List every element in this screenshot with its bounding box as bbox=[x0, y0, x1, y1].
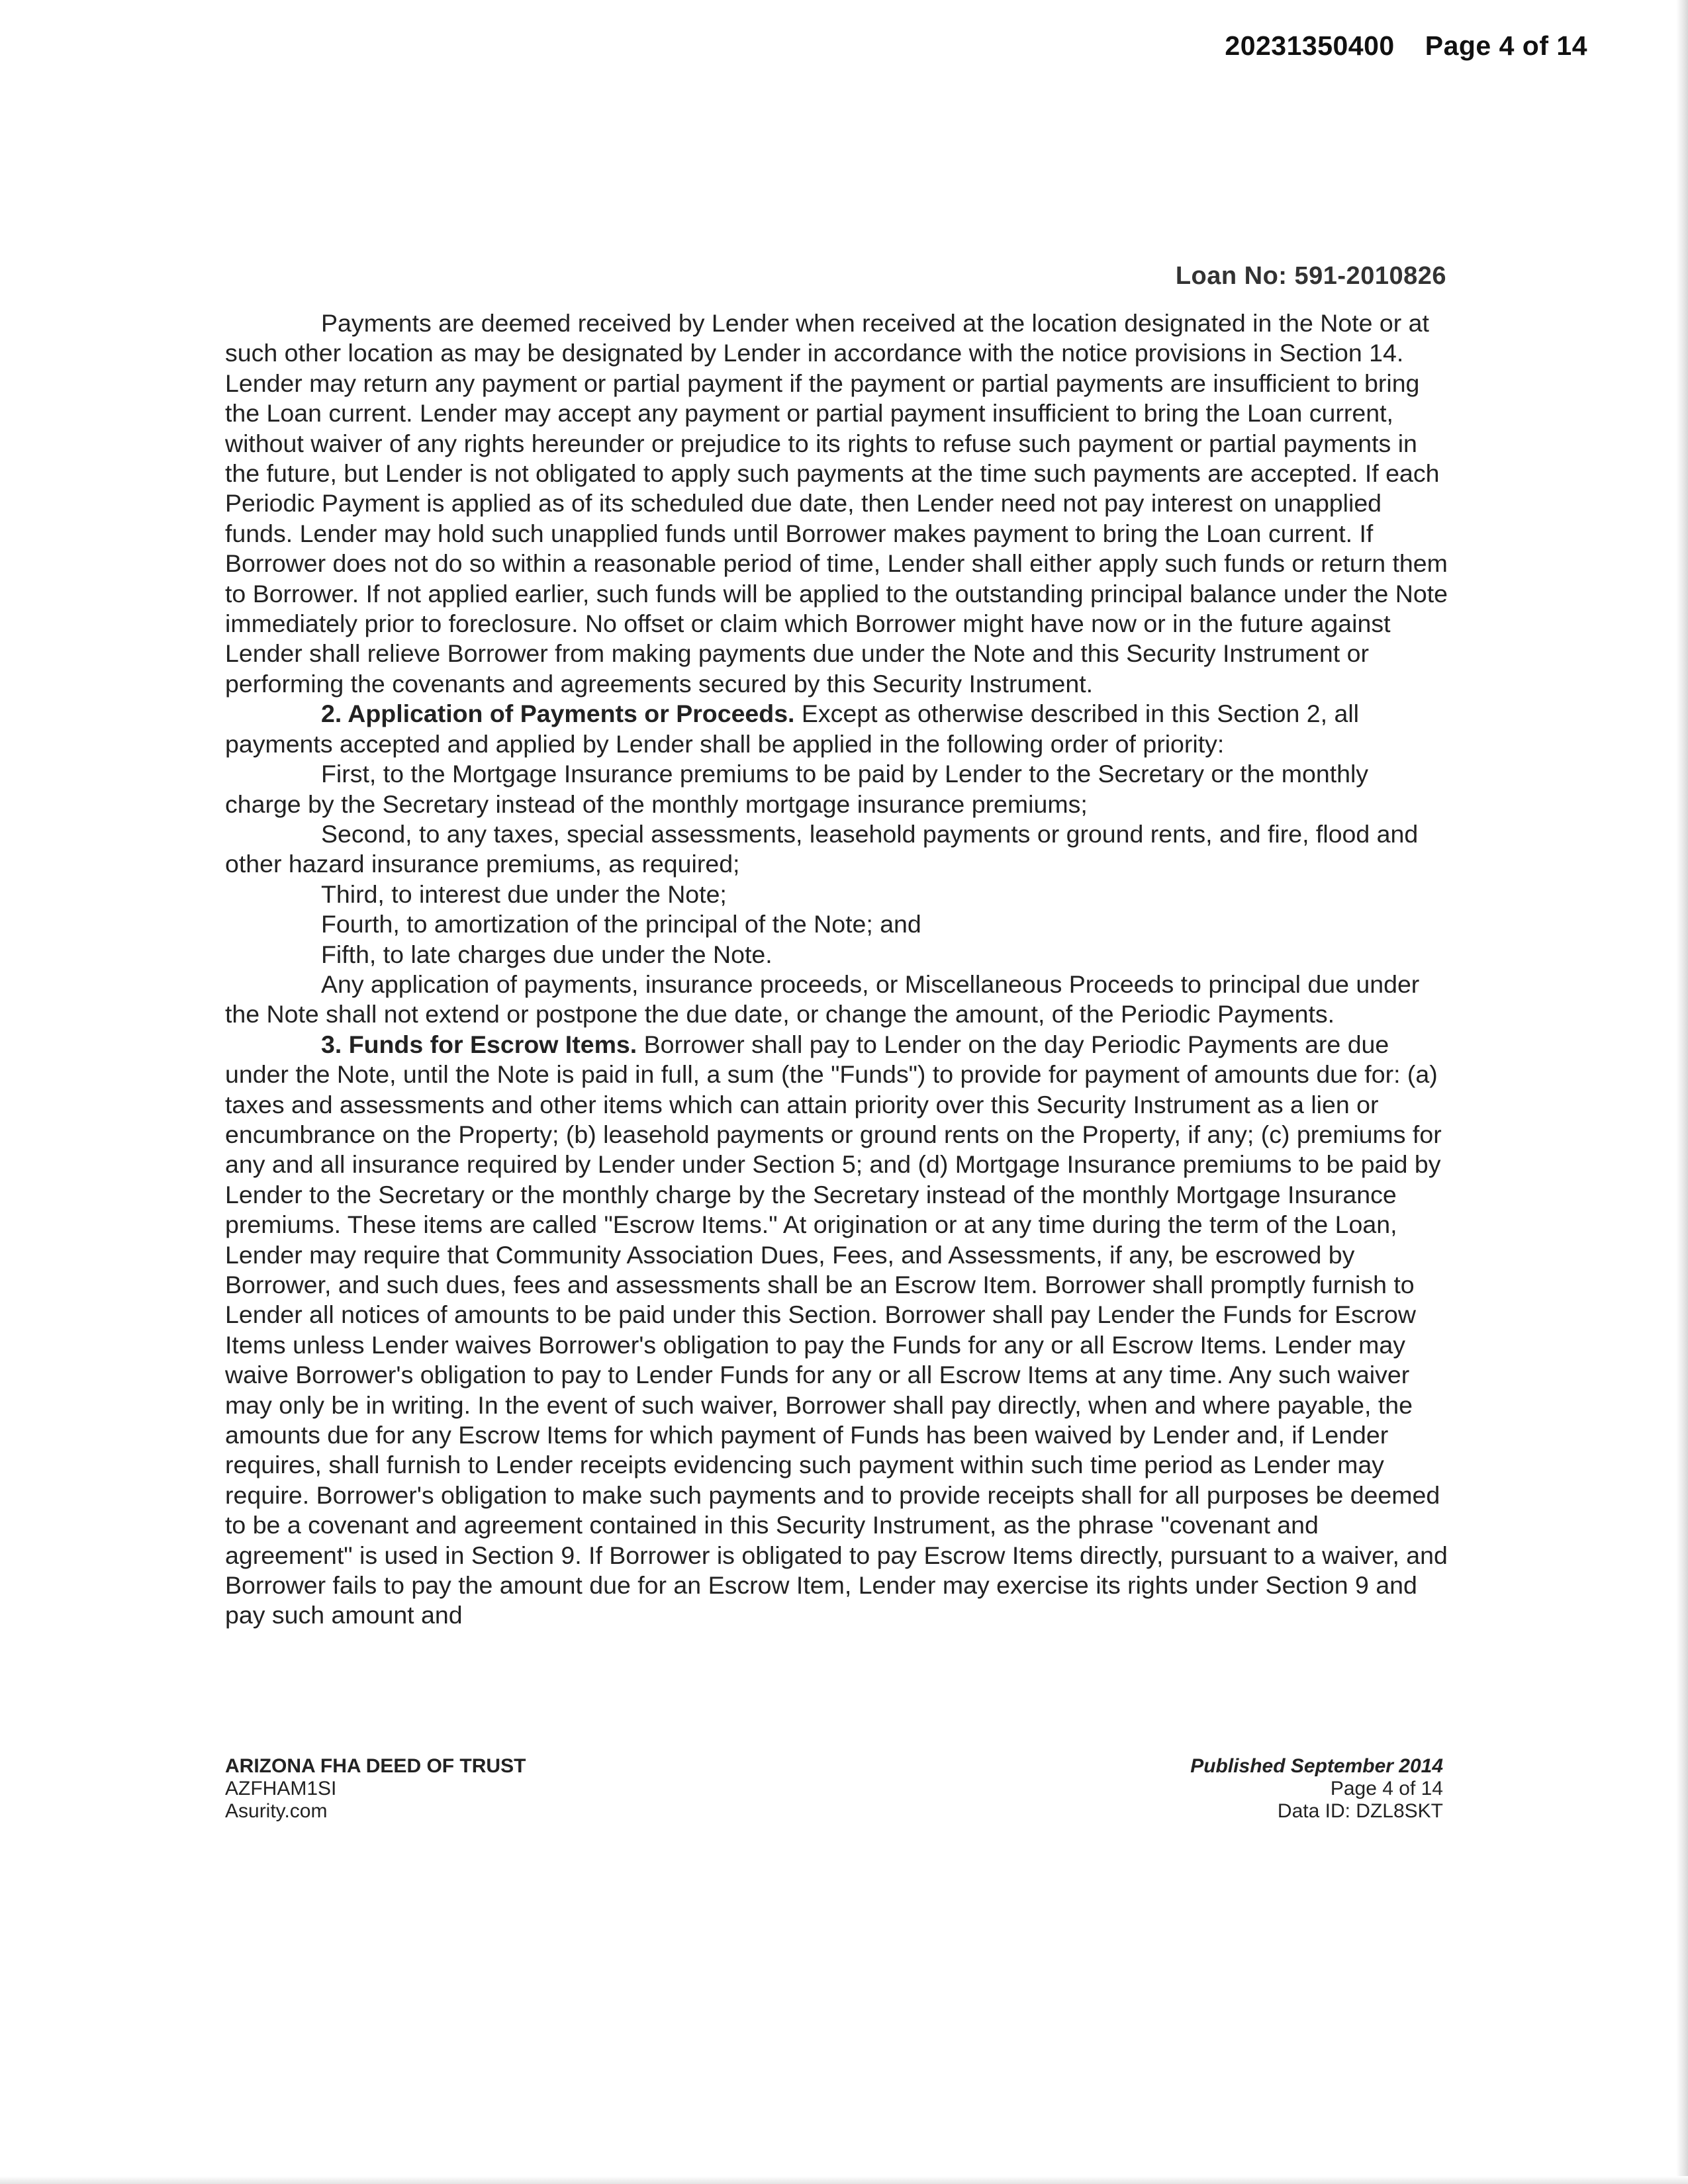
scan-bottom-shadow bbox=[0, 2176, 1688, 2184]
paragraph-any-application: Any application of payments, insurance proceeds, or Miscellaneous Proceeds to principal due under the Note shall not extend or postpone the due date, or change the amount, of the Periodic Payments. bbox=[225, 970, 1420, 1028]
section-2-heading: 2. Application of Payments or Proceeds. bbox=[321, 700, 795, 728]
data-id: Data ID: DZL8SKT bbox=[1277, 1800, 1443, 1822]
recording-header bbox=[1225, 30, 1587, 62]
scan-edge-shadow bbox=[1676, 0, 1688, 2184]
footer-right bbox=[1190, 1755, 1443, 1823]
footer-left bbox=[225, 1755, 526, 1823]
paragraph-payments-received: Payments are deemed received by Lender when received at the location designated in the Note or at such other location as may be designated by Lender in accordance with the notice provisions in Section 14. Lender may return any payment or partial payment if the payment or partial payments are insufficient to bring the Loan current. Lender may accept any payment or partial payment insufficient to bring the Loan current, without waiver of any rights hereunder or prejudice to its rights to refuse such payment or partial payments in the future, but Lender is not obligated to apply such payments at the time such payments are accepted. If each Periodic Payment is applied as of its scheduled due date, then Lender need not pay interest on unapplied funds. Lender may hold such unapplied funds until Borrower makes payment to bring the Loan current. If Borrower does not do so within a reasonable period of time, Lender shall either apply such funds or return them to Borrower. If not applied earlier, such funds will be applied to the outstanding principal balance under the Note immediately prior to foreclosure. No offset or claim which Borrower might have now or in the future against Lender shall relieve Borrower from making payments due under the Note and this Security Instrument or performing the covenants and agreements secured by this Security Instrument. bbox=[225, 309, 1448, 698]
published-date: Published September 2014 bbox=[1190, 1755, 1443, 1777]
form-code: AZFHAM1SI bbox=[225, 1778, 337, 1799]
priority-fifth: Fifth, to late charges due under the Note. bbox=[321, 940, 773, 968]
recording-page-label: Page 4 of 14 bbox=[1425, 30, 1587, 61]
section-3-heading: 3. Funds for Escrow Items. bbox=[321, 1030, 637, 1058]
section-2 bbox=[225, 699, 1448, 759]
section-3 bbox=[225, 1030, 1448, 1631]
vendor-name: Asurity.com bbox=[225, 1800, 328, 1822]
priority-fourth: Fourth, to amortization of the principal of the Note; and bbox=[321, 910, 921, 938]
section-3-text: Borrower shall pay to Lender on the day Periodic Payments are due under the Note, until the Note is paid in full, a sum (the "Funds") to provide for payment of amounts due for: (a) taxes and assessments and other items which can attain priority over this Security Instrument as a lien or encumbrance on the Property; (b) leasehold payments or ground rents on the Property, if any; (c) premiums for any and all insurance required by Lender under Section 5; and (d) Mortgage Insurance premiums to be paid by Lender to the Secretary or the monthly charge by the Secretary instead of the monthly Mortgage Insurance premiums. These items are called "Escrow Items." At origination or at any time during the term of the Loan, Lender may require that Community Association Dues, Fees, and Assessments, if any, be escrowed by Borrower, and such dues, fees and assessments shall be an Escrow Item. Borrower shall promptly furnish to Lender all notices of amounts to be paid under this Section. Borrower shall pay Lender the Funds for Escrow Items unless Lender waives Borrower's obligation to pay the Funds for any or all Escrow Items. Lender may waive Borrower's obligation to pay to Lender Funds for any or all Escrow Items at any time. Any such waiver may only be in writing. In the event of such waiver, Borrower shall pay directly, when and where payable, the amounts due for any Escrow Items for which payment of Funds has been waived by Lender and, if Lender requires, shall furnish to Lender receipts evidencing such payment within such time period as Lender may require. Borrower's obligation to make such payments and to provide receipts shall for all purposes be deemed to be a covenant and agreement contained in this Security Instrument, as the phrase "covenant and agreement" is used in Section 9. If Borrower is obligated to pay Escrow Items directly, pursuant to a waiver, and Borrower fails to pay the amount due for an Escrow Item, Lender may exercise its rights under Section 9 and pay such amount and bbox=[225, 1030, 1448, 1629]
priority-third: Third, to interest due under the Note; bbox=[321, 880, 727, 908]
priority-second: Second, to any taxes, special assessments, leasehold payments or ground rents, and fire, flood and other hazard insurance premiums, as required; bbox=[225, 819, 1419, 878]
document-number: 20231350400 bbox=[1225, 30, 1395, 61]
footer-page-number: Page 4 of 14 bbox=[1330, 1778, 1443, 1799]
section-2-text: Except as otherwise described in this Section 2, all payments accepted and applied by Lender shall be applied in the following order of priority: bbox=[225, 700, 1359, 758]
form-title: ARIZONA FHA DEED OF TRUST bbox=[225, 1755, 526, 1777]
loan-number: Loan No: 591-2010826 bbox=[1175, 262, 1446, 290]
document-body bbox=[225, 308, 1448, 1631]
priority-first: First, to the Mortgage Insurance premiums to be paid by Lender to the Secretary or the monthly charge by the Secretary instead of the monthly mortgage insurance premiums; bbox=[225, 760, 1369, 818]
